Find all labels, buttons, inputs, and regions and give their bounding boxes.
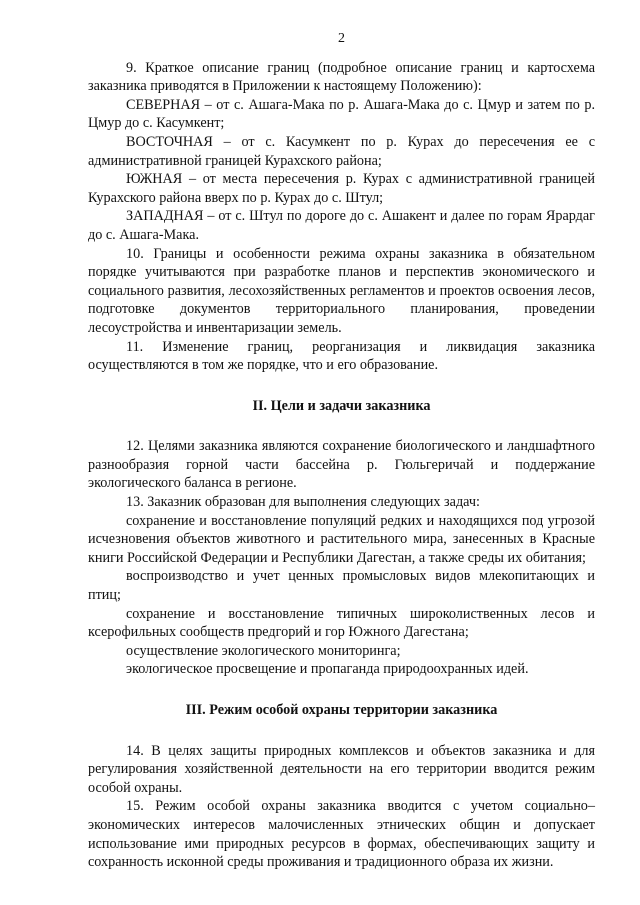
section-heading-regime: III. Режим особой охраны территории заказника [185, 702, 498, 718]
boundary-west: ЗАПАДНАЯ – от с. Штул по дороге до с. Ашакент и далее по горам Ярардаг до с. Ашага-Мака. [88, 208, 595, 243]
paragraph-12: 12. Целями заказника являются сохранение биологического и ландшафтного разнообразия горной части бассейна р. Гюльгеричай и поддержание экологического баланса в регионе. [88, 438, 595, 492]
paragraph-13: 13. Заказник образован для выполнения следующих задач: [126, 494, 480, 511]
section-goals [88, 397, 595, 679]
paragraph-10: 10. Границы и особенности режима охраны заказника в обязательном порядке учитываются при разработке планов и перспектив экономического и социального развития, лесохозяйственных регламентов и проектов освоения лесов, подготовке документов территориального планирования, проведении лесоустройства и инвентаризации земель. [88, 245, 595, 336]
boundary-east: ВОСТОЧНАЯ – от с. Касумкент по р. Курах до пересечения ее с административной границей Курахского района; [88, 133, 595, 169]
boundary-south: ЮЖНАЯ – от места пересечения р. Курах с административной границей Курахского района вверх по р. Курах до с. Штул; [88, 171, 595, 206]
task-item: экологическое просвещение и пропаганда природоохранных идей. [126, 661, 529, 678]
task-item: воспроизводство и учет ценных промысловых видов млекопитающих и птиц; [88, 568, 595, 604]
section-boundaries [88, 59, 595, 375]
boundary-north: СЕВЕРНАЯ – от с. Ашага-Мака по р. Ашага-Мака до с. Цмур и затем по р. Цмур до с. Касумкент; [88, 96, 595, 132]
task-item: сохранение и восстановление типичных широколиственных лесов и ксерофильных сообществ предгорий и гор Южного Дагестана; [88, 605, 595, 641]
task-item: сохранение и восстановление популяций редких и находящихся под угрозой исчезновения объектов животного и растительного мира, занесенных в Красные книги Российской Федерации и Республики Дагестан, а также среды их обитания; [88, 512, 595, 566]
section-heading-goals: II. Цели и задачи заказника [252, 397, 431, 414]
paragraph-14: 14. В целях защиты природных комплексов и объектов заказника и для регулирования хозяйственной деятельности на его территории вводится режим особой охраны. [88, 742, 595, 796]
paragraph-9: 9. Краткое описание границ (подробное описание границ и картосхема заказника приводятся в Приложении к настоящему Положению): [88, 59, 595, 95]
section-protection-regime [88, 701, 595, 872]
task-item: осуществление экологического мониторинга; [126, 642, 401, 659]
page-number: 2 [338, 31, 345, 46]
paragraph-15: 15. Режим особой охраны заказника вводится с учетом социально–экономических интересов малочисленных этнических общин и допускает использование ими природных ресурсов в формах, обеспечивающих защиту и сохранность исконной среды проживания и традиционного образа их жизни. [88, 798, 595, 871]
paragraph-11: 11. Изменение границ, реорганизация и ликвидация заказника осуществляются в том же порядке, что и его образование. [88, 338, 595, 374]
